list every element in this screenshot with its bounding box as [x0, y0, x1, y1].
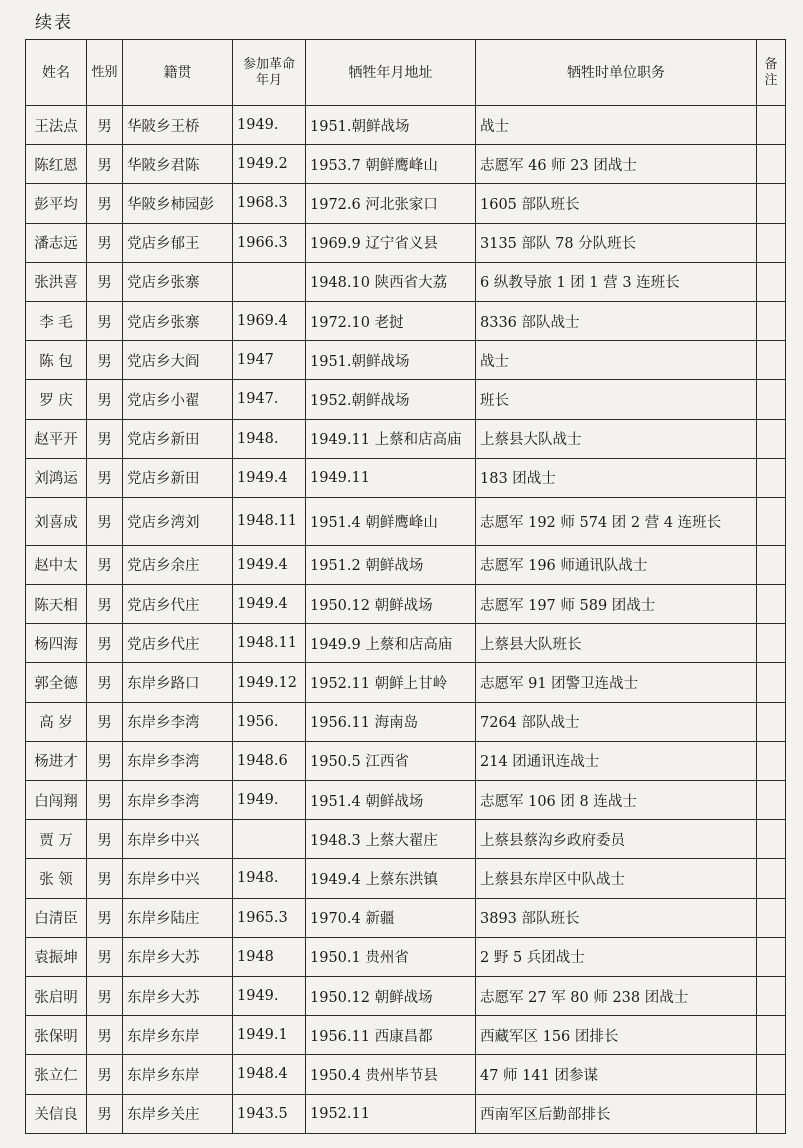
- cell-note: [757, 419, 786, 458]
- cell-name: 潘志远: [26, 223, 87, 262]
- cell-native-place: 党店乡大阎: [123, 341, 233, 380]
- cell-unit-position: 3135 部队 78 分队班长: [476, 223, 757, 262]
- cell-native-place: 华陂乡柿园彭: [123, 184, 233, 223]
- table-row: [26, 898, 786, 937]
- cell-name: 张立仁: [26, 1055, 87, 1094]
- cell-sex: 男: [87, 1016, 123, 1055]
- cell-sacrifice-date-place: 1952.11 朝鲜上甘岭: [306, 663, 476, 702]
- cell-name: 贾 万: [26, 820, 87, 859]
- cell-sex: 男: [87, 702, 123, 741]
- table-row: [26, 663, 786, 702]
- cell-join-date: 1969.4: [233, 301, 306, 340]
- cell-native-place: 东岸乡大苏: [123, 976, 233, 1015]
- cell-join-date: 1966.3: [233, 223, 306, 262]
- table-row: [26, 702, 786, 741]
- table-row: [26, 1016, 786, 1055]
- table-row: [26, 976, 786, 1015]
- cell-sacrifice-date-place: 1951.4 朝鲜鹰峰山: [306, 497, 476, 545]
- cell-name: 白清臣: [26, 898, 87, 937]
- cell-sacrifice-date-place: 1950.4 贵州毕节县: [306, 1055, 476, 1094]
- cell-join-date: 1949.1: [233, 1016, 306, 1055]
- cell-sacrifice-date-place: 1951.2 朝鲜战场: [306, 545, 476, 584]
- table-row: [26, 380, 786, 419]
- cell-name: 郭全德: [26, 663, 87, 702]
- cell-note: [757, 1094, 786, 1133]
- cell-sacrifice-date-place: 1951.朝鲜战场: [306, 341, 476, 380]
- cell-sacrifice-date-place: 1956.11 海南岛: [306, 702, 476, 741]
- cell-native-place: 东岸乡李湾: [123, 781, 233, 820]
- cell-name: 赵中太: [26, 545, 87, 584]
- cell-name: 李 毛: [26, 301, 87, 340]
- cell-join-date: 1949.2: [233, 145, 306, 184]
- cell-sacrifice-date-place: 1952.朝鲜战场: [306, 380, 476, 419]
- header-sex: 性别: [87, 40, 123, 106]
- cell-join-date: 1948.6: [233, 741, 306, 780]
- cell-name: 彭平均: [26, 184, 87, 223]
- table-row: [26, 262, 786, 301]
- cell-unit-position: 上蔡县东岸区中队战士: [476, 859, 757, 898]
- cell-unit-position: 上蔡县蔡沟乡政府委员: [476, 820, 757, 859]
- cell-unit-position: 西南军区后勤部排长: [476, 1094, 757, 1133]
- table-row: [26, 741, 786, 780]
- cell-note: [757, 624, 786, 663]
- header-unit-position: 牺牲时单位职务: [476, 40, 757, 106]
- cell-note: [757, 145, 786, 184]
- cell-name: 张洪喜: [26, 262, 87, 301]
- cell-sacrifice-date-place: 1948.10 陕西省大荔: [306, 262, 476, 301]
- table-row: [26, 820, 786, 859]
- cell-sex: 男: [87, 898, 123, 937]
- cell-join-date: 1949.12: [233, 663, 306, 702]
- cell-note: [757, 223, 786, 262]
- cell-native-place: 东岸乡中兴: [123, 820, 233, 859]
- cell-sex: 男: [87, 301, 123, 340]
- cell-sex: 男: [87, 859, 123, 898]
- cell-note: [757, 262, 786, 301]
- cell-name: 刘喜成: [26, 497, 87, 545]
- cell-sacrifice-date-place: 1950.1 贵州省: [306, 937, 476, 976]
- cell-note: [757, 301, 786, 340]
- cell-sacrifice-date-place: 1969.9 辽宁省义县: [306, 223, 476, 262]
- cell-note: [757, 937, 786, 976]
- cell-note: [757, 976, 786, 1015]
- cell-sex: 男: [87, 545, 123, 584]
- cell-name: 赵平开: [26, 419, 87, 458]
- cell-sacrifice-date-place: 1970.4 新疆: [306, 898, 476, 937]
- cell-unit-position: 志愿军 196 师通讯队战士: [476, 545, 757, 584]
- cell-unit-position: 战士: [476, 341, 757, 380]
- cell-sacrifice-date-place: 1951.4 朝鲜战场: [306, 781, 476, 820]
- cell-unit-position: 志愿军 197 师 589 团战士: [476, 585, 757, 624]
- cell-native-place: 党店乡小翟: [123, 380, 233, 419]
- cell-sex: 男: [87, 223, 123, 262]
- cell-join-date: 1947.: [233, 380, 306, 419]
- cell-sex: 男: [87, 741, 123, 780]
- cell-note: [757, 820, 786, 859]
- cell-name: 袁振坤: [26, 937, 87, 976]
- cell-sex: 男: [87, 262, 123, 301]
- table-row: [26, 585, 786, 624]
- cell-name: 刘鸿运: [26, 458, 87, 497]
- cell-join-date: 1948.11: [233, 497, 306, 545]
- cell-name: 高 岁: [26, 702, 87, 741]
- cell-name: 杨进才: [26, 741, 87, 780]
- header-sacrifice-date-place: 牺牲年月地址: [306, 40, 476, 106]
- cell-sacrifice-date-place: 1956.11 西康昌都: [306, 1016, 476, 1055]
- cell-native-place: 党店乡代庄: [123, 624, 233, 663]
- cell-note: [757, 702, 786, 741]
- cell-native-place: 东岸乡关庄: [123, 1094, 233, 1133]
- cell-name: 陈红恩: [26, 145, 87, 184]
- cell-unit-position: 上蔡县大队战士: [476, 419, 757, 458]
- cell-note: [757, 184, 786, 223]
- cell-native-place: 党店乡郁王: [123, 223, 233, 262]
- cell-unit-position: 志愿军 46 师 23 团战士: [476, 145, 757, 184]
- cell-join-date: [233, 820, 306, 859]
- cell-unit-position: 志愿军 106 团 8 连战士: [476, 781, 757, 820]
- cell-sex: 男: [87, 380, 123, 419]
- cell-note: [757, 106, 786, 145]
- cell-sacrifice-date-place: 1952.11: [306, 1094, 476, 1133]
- cell-unit-position: 志愿军 27 军 80 师 238 团战士: [476, 976, 757, 1015]
- cell-sacrifice-date-place: 1953.7 朝鲜鹰峰山: [306, 145, 476, 184]
- cell-sex: 男: [87, 419, 123, 458]
- cell-sex: 男: [87, 458, 123, 497]
- cell-unit-position: 班长: [476, 380, 757, 419]
- cell-join-date: 1949.: [233, 976, 306, 1015]
- cell-join-date: 1968.3: [233, 184, 306, 223]
- cell-name: 陈 包: [26, 341, 87, 380]
- cell-native-place: 东岸乡陆庄: [123, 898, 233, 937]
- cell-unit-position: 183 团战士: [476, 458, 757, 497]
- cell-native-place: 东岸乡中兴: [123, 859, 233, 898]
- table-row: [26, 1055, 786, 1094]
- cell-unit-position: 志愿军 192 师 574 团 2 营 4 连班长: [476, 497, 757, 545]
- cell-join-date: 1948.: [233, 859, 306, 898]
- header-native-place: 籍贯: [123, 40, 233, 106]
- header-note: 备注: [757, 40, 786, 106]
- table-row: [26, 545, 786, 584]
- cell-sacrifice-date-place: 1950.12 朝鲜战场: [306, 585, 476, 624]
- cell-note: [757, 781, 786, 820]
- cell-native-place: 东岸乡东岸: [123, 1055, 233, 1094]
- table-row: [26, 223, 786, 262]
- cell-unit-position: 7264 部队战士: [476, 702, 757, 741]
- cell-native-place: 党店乡新田: [123, 458, 233, 497]
- table-row: [26, 341, 786, 380]
- cell-unit-position: 2 野 5 兵团战士: [476, 937, 757, 976]
- cell-name: 白闯翔: [26, 781, 87, 820]
- cell-unit-position: 6 纵教导旅 1 团 1 营 3 连班长: [476, 262, 757, 301]
- cell-note: [757, 741, 786, 780]
- cell-name: 关信良: [26, 1094, 87, 1133]
- table-row: [26, 419, 786, 458]
- cell-sex: 男: [87, 106, 123, 145]
- cell-note: [757, 585, 786, 624]
- table-row: [26, 184, 786, 223]
- cell-join-date: 1965.3: [233, 898, 306, 937]
- cell-native-place: 党店乡代庄: [123, 585, 233, 624]
- page-title: 续表: [35, 13, 73, 33]
- table-row: [26, 301, 786, 340]
- cell-sacrifice-date-place: 1949.4 上蔡东洪镇: [306, 859, 476, 898]
- cell-sacrifice-date-place: 1951.朝鲜战场: [306, 106, 476, 145]
- cell-native-place: 华陂乡王桥: [123, 106, 233, 145]
- table-row: [26, 497, 786, 545]
- cell-name: 陈天相: [26, 585, 87, 624]
- cell-native-place: 华陂乡君陈: [123, 145, 233, 184]
- cell-join-date: 1947: [233, 341, 306, 380]
- table-row: [26, 937, 786, 976]
- cell-sex: 男: [87, 184, 123, 223]
- cell-sacrifice-date-place: 1950.12 朝鲜战场: [306, 976, 476, 1015]
- cell-sex: 男: [87, 1055, 123, 1094]
- cell-native-place: 党店乡湾刘: [123, 497, 233, 545]
- cell-join-date: 1949.4: [233, 545, 306, 584]
- cell-join-date: 1943.5: [233, 1094, 306, 1133]
- header-join-date: 参加革命年月: [233, 40, 306, 106]
- cell-name: 张保明: [26, 1016, 87, 1055]
- cell-join-date: 1949.4: [233, 585, 306, 624]
- table-row: [26, 106, 786, 145]
- cell-note: [757, 497, 786, 545]
- cell-native-place: 东岸乡东岸: [123, 1016, 233, 1055]
- cell-note: [757, 458, 786, 497]
- cell-sex: 男: [87, 663, 123, 702]
- cell-native-place: 党店乡张寨: [123, 262, 233, 301]
- cell-name: 张 领: [26, 859, 87, 898]
- cell-sex: 男: [87, 497, 123, 545]
- cell-unit-position: 47 师 141 团参谋: [476, 1055, 757, 1094]
- cell-native-place: 党店乡张寨: [123, 301, 233, 340]
- cell-join-date: 1949.: [233, 106, 306, 145]
- cell-note: [757, 1016, 786, 1055]
- table-row: [26, 145, 786, 184]
- cell-sacrifice-date-place: 1948.3 上蔡大翟庄: [306, 820, 476, 859]
- cell-sex: 男: [87, 1094, 123, 1133]
- cell-note: [757, 545, 786, 584]
- cell-sacrifice-date-place: 1972.6 河北张家口: [306, 184, 476, 223]
- cell-join-date: 1948.: [233, 419, 306, 458]
- cell-sex: 男: [87, 976, 123, 1015]
- cell-unit-position: 西藏军区 156 团排长: [476, 1016, 757, 1055]
- cell-sex: 男: [87, 624, 123, 663]
- cell-native-place: 东岸乡大苏: [123, 937, 233, 976]
- cell-sacrifice-date-place: 1949.11: [306, 458, 476, 497]
- cell-native-place: 东岸乡李湾: [123, 741, 233, 780]
- cell-native-place: 党店乡新田: [123, 419, 233, 458]
- cell-native-place: 东岸乡路口: [123, 663, 233, 702]
- cell-join-date: 1949.: [233, 781, 306, 820]
- cell-native-place: 党店乡余庄: [123, 545, 233, 584]
- cell-sex: 男: [87, 820, 123, 859]
- cell-sacrifice-date-place: 1972.10 老挝: [306, 301, 476, 340]
- cell-join-date: 1956.: [233, 702, 306, 741]
- cell-unit-position: 志愿军 91 团警卫连战士: [476, 663, 757, 702]
- cell-name: 罗 庆: [26, 380, 87, 419]
- cell-name: 张启明: [26, 976, 87, 1015]
- cell-join-date: [233, 262, 306, 301]
- cell-join-date: 1948.4: [233, 1055, 306, 1094]
- cell-join-date: 1948: [233, 937, 306, 976]
- cell-unit-position: 1605 部队班长: [476, 184, 757, 223]
- cell-sex: 男: [87, 145, 123, 184]
- cell-note: [757, 341, 786, 380]
- cell-note: [757, 663, 786, 702]
- cell-unit-position: 战士: [476, 106, 757, 145]
- table-header-row: [26, 40, 786, 106]
- cell-note: [757, 898, 786, 937]
- cell-note: [757, 1055, 786, 1094]
- cell-unit-position: 8336 部队战士: [476, 301, 757, 340]
- table-row: [26, 859, 786, 898]
- cell-sacrifice-date-place: 1950.5 江西省: [306, 741, 476, 780]
- cell-unit-position: 上蔡县大队班长: [476, 624, 757, 663]
- cell-sex: 男: [87, 937, 123, 976]
- cell-sacrifice-date-place: 1949.11 上蔡和店高庙: [306, 419, 476, 458]
- table-row: [26, 781, 786, 820]
- cell-name: 王法点: [26, 106, 87, 145]
- cell-sex: 男: [87, 585, 123, 624]
- cell-join-date: 1948.11: [233, 624, 306, 663]
- martyrs-roster-table: [25, 39, 786, 1134]
- table-row: [26, 458, 786, 497]
- cell-name: 杨四海: [26, 624, 87, 663]
- cell-native-place: 东岸乡李湾: [123, 702, 233, 741]
- table-row: [26, 624, 786, 663]
- cell-sacrifice-date-place: 1949.9 上蔡和店高庙: [306, 624, 476, 663]
- cell-note: [757, 859, 786, 898]
- cell-unit-position: 214 团通讯连战士: [476, 741, 757, 780]
- cell-unit-position: 3893 部队班长: [476, 898, 757, 937]
- header-name: 姓名: [26, 40, 87, 106]
- cell-join-date: 1949.4: [233, 458, 306, 497]
- cell-sex: 男: [87, 341, 123, 380]
- cell-sex: 男: [87, 781, 123, 820]
- table-row: [26, 1094, 786, 1133]
- cell-note: [757, 380, 786, 419]
